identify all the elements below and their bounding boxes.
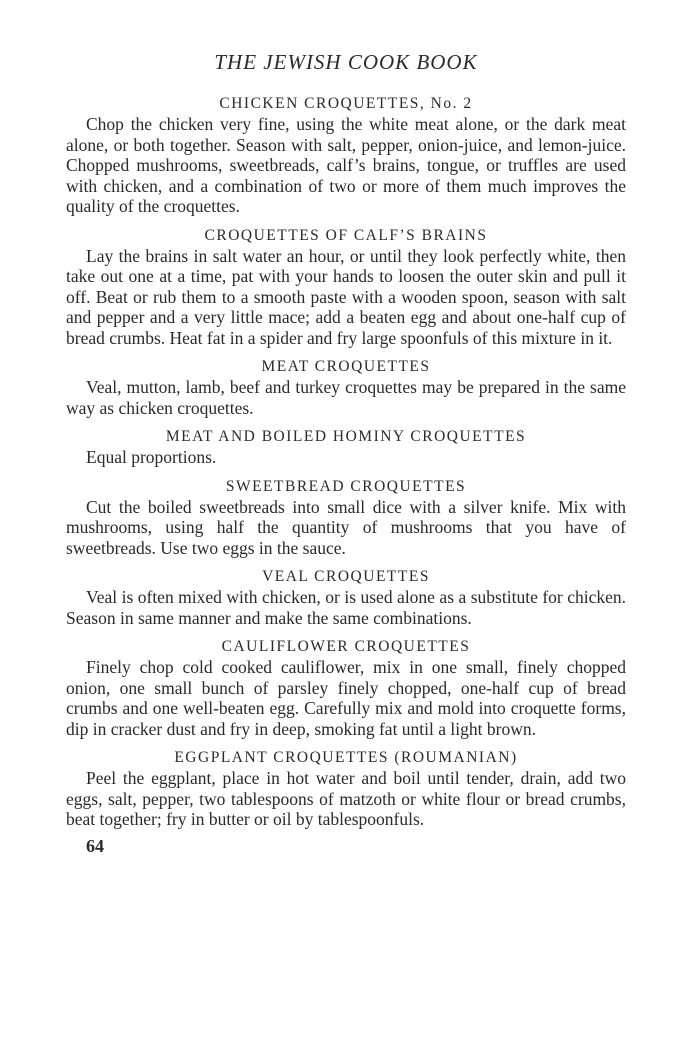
recipe-cauliflower-croquettes	[66, 636, 626, 739]
recipe-body: Veal is often mixed with chicken, or is used alone as a substitute for chicken. Season in same manner and make the same combinations.	[66, 587, 626, 628]
recipe-eggplant-croquettes-roumanian	[66, 747, 626, 830]
recipe-title: EGGPLANT CROQUETTES (ROUMANIAN)	[174, 749, 518, 766]
recipe-title: MEAT CROQUETTES	[261, 358, 431, 375]
recipe-body: Equal proportions.	[86, 447, 217, 467]
recipe-meat-croquettes	[66, 356, 626, 418]
recipe-body: Veal, mutton, lamb, beef and turkey croquettes may be prepared in the same way as chicken croquettes.	[66, 377, 626, 418]
recipe-title: CROQUETTES OF CALF’S BRAINS	[204, 226, 488, 244]
recipe-body: Peel the eggplant, place in hot water and boil until tender, drain, add two eggs, salt, pepper, two tablespoons of matzoth or white flour or bread crumbs, beat together; fry in butter or oil by tablespoonfuls.	[66, 768, 626, 829]
recipe-veal-croquettes	[66, 566, 626, 628]
recipe-sweetbread-croquettes	[66, 476, 626, 559]
recipe-title: SWEETBREAD CROQUETTES	[225, 477, 467, 495]
recipe-body: Lay the brains in salt water an hour, or until they look perfectly white, then take out one at a time, pat with your hands to loosen the outer skin and pull it off. Beat or rub them to a smooth paste with a wooden spoon, season with salt and pepper and a very little mace; add a beaten egg and about one-half cup of bread crumbs. Heat fat in a spider and fry large spoonfuls of this mixture in it.	[66, 245, 626, 348]
recipe-body: Cut the boiled sweetbreads into small dice with a silver knife. Mix with mushrooms, using half the quantity of mushrooms that you have of sweetbreads. Use two eggs in the sauce.	[66, 496, 626, 558]
recipe-chicken-croquettes-2	[66, 93, 626, 217]
recipe-body: Chop the chicken very fine, using the white meat alone, or the dark meat alone, or both together. Season with salt, pepper, onion-juice, and lemon-juice. Chopped mushrooms, sweetbreads, calf’s brains, tongue, or truffles are used with chicken, and a combination of two or more of them much improves the quality of the croquettes.	[66, 114, 626, 216]
running-head: THE JEWISH COOK BOOK	[214, 50, 478, 74]
recipe-title: MEAT AND BOILED HOMINY CROQUETTES	[165, 428, 527, 445]
page-number: 64	[86, 835, 104, 856]
recipe-croquettes-of-calfs-brains	[66, 225, 626, 349]
recipe-title: VEAL CROQUETTES	[262, 568, 430, 585]
recipe-title: CHICKEN CROQUETTES, No. 2	[219, 95, 473, 112]
recipe-body: Finely chop cold cooked cauliflower, mix in one small, finely chopped onion, one small bunch of parsley finely chopped, one-half cup of bread crumbs and one well-beaten egg. Carefully mix and mold into croquette forms, dip in cracker dust and fry in deep, smoking fat until a light brown.	[66, 657, 626, 739]
recipe-meat-and-boiled-hominy-croquettes	[66, 426, 626, 468]
book-page	[66, 50, 626, 857]
recipe-title: CAULIFLOWER CROQUETTES	[221, 638, 471, 655]
